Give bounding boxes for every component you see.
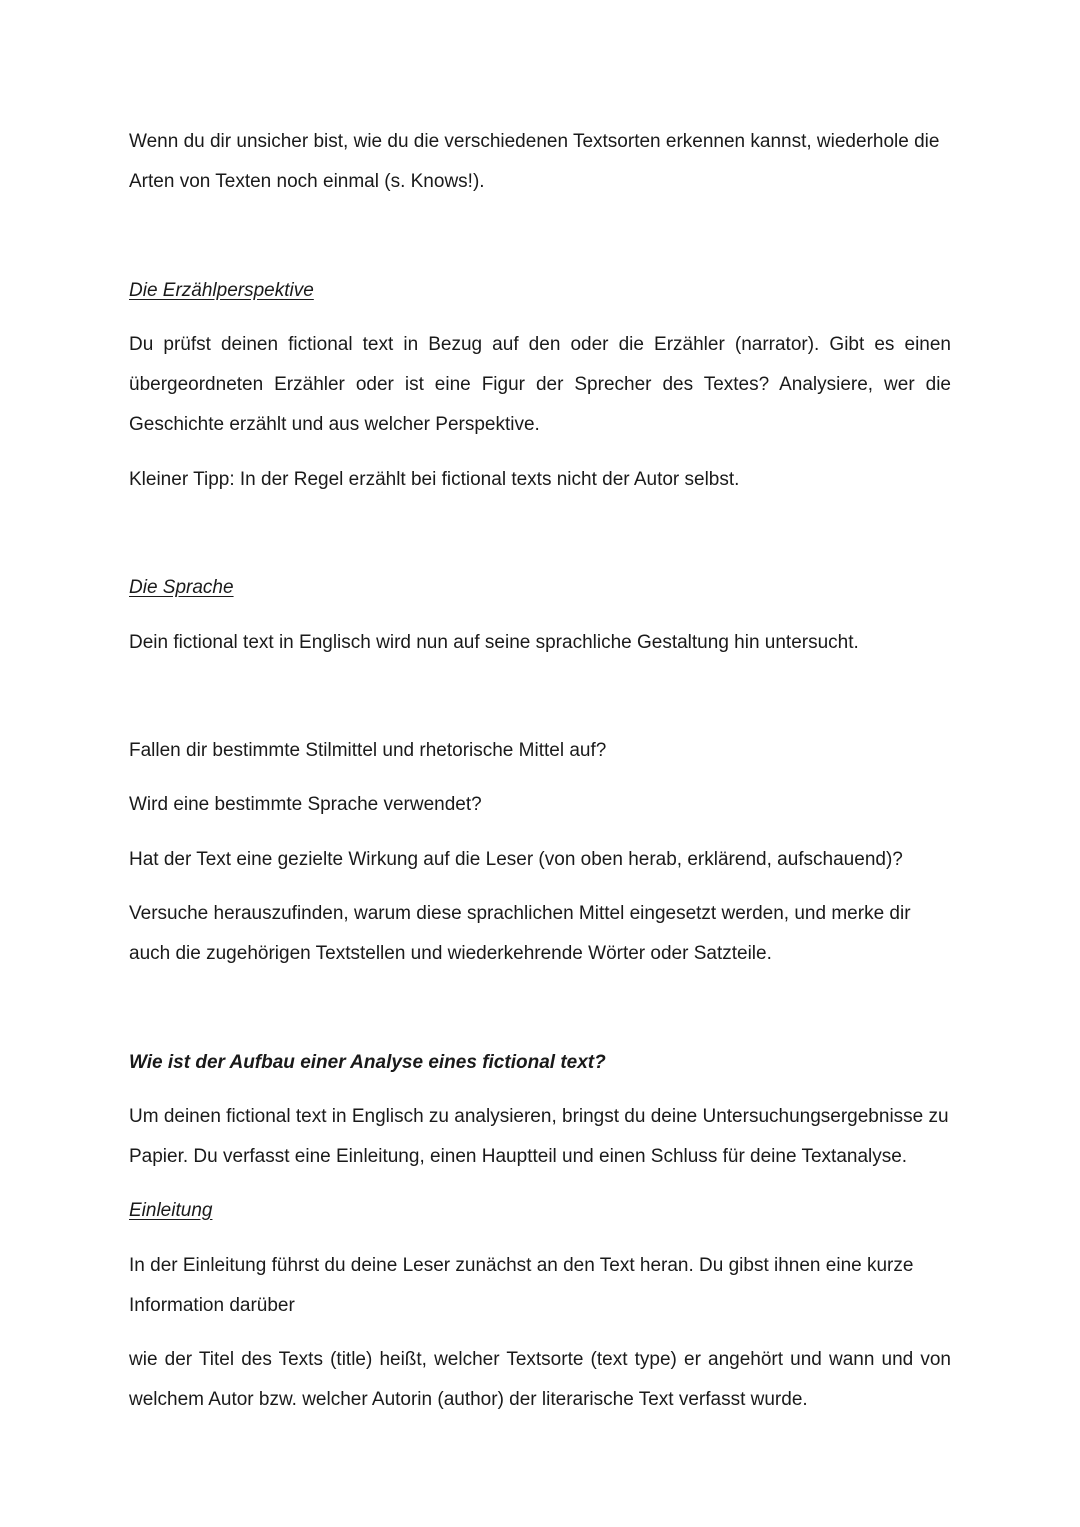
intro-paragraph: Wenn du dir unsicher bist, wie du die verschiedenen Textsorten erkennen kannst, wiederhole die Arten von Texten noch einmal (s. Knows!). [129,131,940,192]
aufbau-paragraph: Um deinen fictional text in Englisch zu analysieren, bringst du deine Untersuchungsergebnisse zu Papier. Du verfasst eine Einleitung, einen Hauptteil und einen Schluss für deine Textanalyse. [129,1106,949,1167]
sprache-question-3: Hat der Text eine gezielte Wirkung auf die Leser (von oben herab, erklärend, aufschauend)? [129,849,903,870]
sprache-question-1: Fallen dir bestimmte Stilmittel und rhetorische Mittel auf? [129,740,607,761]
sprache-paragraph: Dein fictional text in Englisch wird nun auf seine sprachliche Gestaltung hin untersucht. [129,632,859,653]
heading-aufbau: Wie ist der Aufbau einer Analyse eines fictional text? [129,1052,606,1073]
sprache-question-2: Wird eine bestimmte Sprache verwendet? [129,794,482,815]
erzaehlperspektive-tip: Kleiner Tipp: In der Regel erzählt bei fictional texts nicht der Autor selbst. [129,469,740,490]
einleitung-details: wie der Titel des Texts (title) heißt, welcher Textsorte (text type) er angehört und wann und von welchem Autor bzw. welcher Autorin (author) der literarische Text verfasst wurde. [129,1349,951,1410]
heading-erzaehlperspektive: Die Erzählperspektive [129,280,314,301]
einleitung-paragraph: In der Einleitung führst du deine Leser zunächst an den Text heran. Du gibst ihnen eine kurze Information darüber [129,1255,914,1316]
heading-einleitung: Einleitung [129,1200,213,1221]
sprache-advice: Versuche herauszufinden, warum diese sprachlichen Mittel eingesetzt werden, und merke dir auch die zugehörigen Textstellen und wiederkehrende Wörter oder Satzteile. [129,903,911,964]
heading-sprache: Die Sprache [129,577,234,598]
erzaehlperspektive-paragraph: Du prüfst deinen fictional text in Bezug auf den oder die Erzähler (narrator). Gibt es einen übergeordneten Erzähler oder ist eine Figur der Sprecher des Textes? Analysiere, wer die Geschichte erzählt und aus welcher Perspektive. [129,334,951,435]
